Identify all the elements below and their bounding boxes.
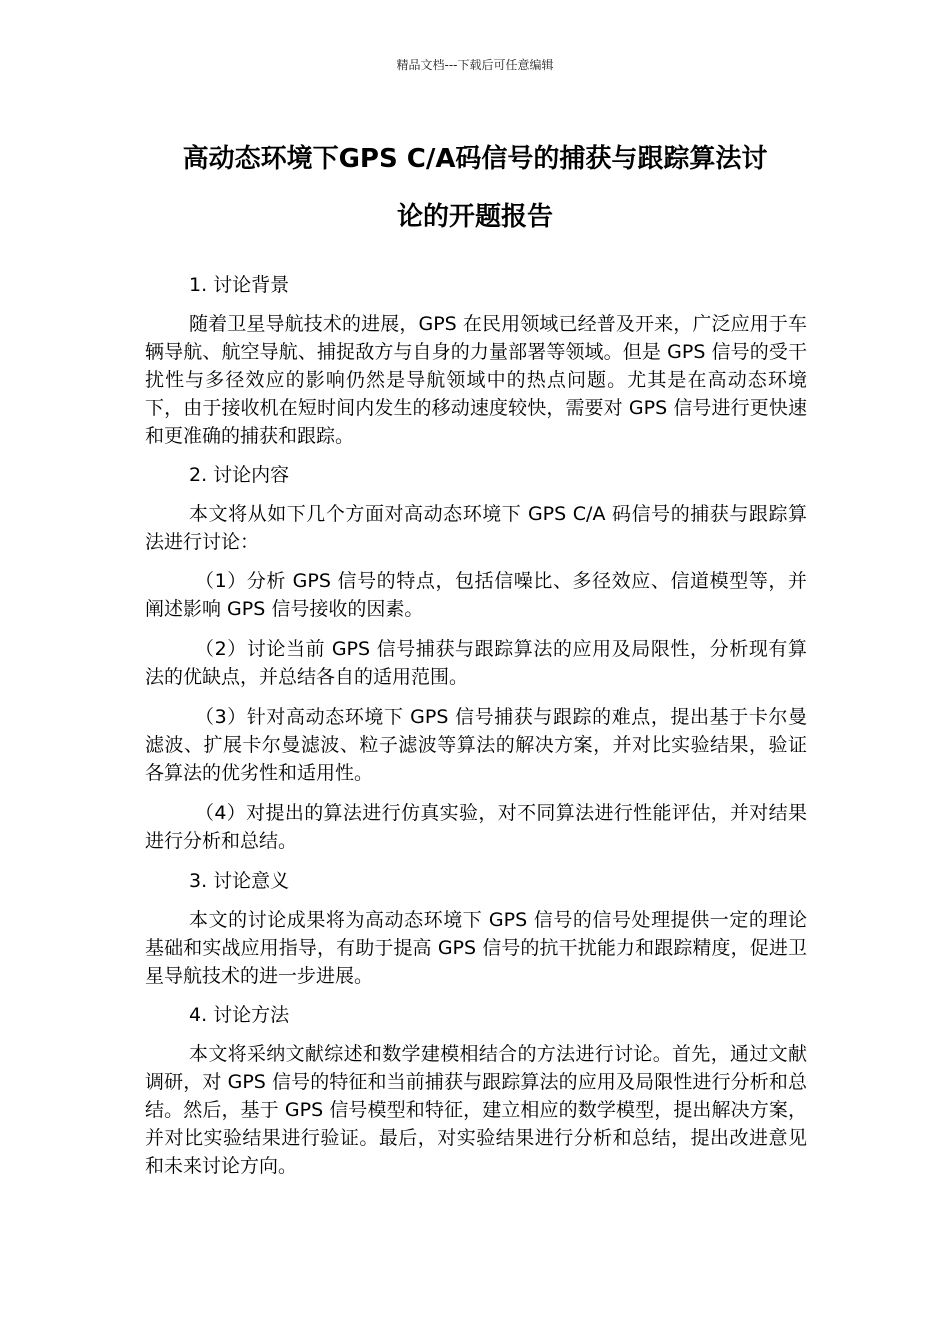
- section-paragraph: 随着卫星导航技术的进展，GPS 在民用领域已经普及开来，广泛应用于车辆导航、航空导航、捕捉敌方与自身的力量部署等领域。但是 GPS 信号的受干扰性与多径效应的影响仍然是导航领域中的热点问题。尤其是在高动态环境下，由于接收机在短时间内发生的移动速度较快，需要对 GPS 信号进行更快速和更准确的捕获和跟踪。: [145, 313, 807, 447]
- section-significance: [145, 867, 807, 990]
- list-item: （3）针对高动态环境下 GPS 信号捕获与跟踪的难点，提出基于卡尔曼滤波、扩展卡尔曼滤波、粒子滤波等算法的解决方案，并对比实验结果，验证各算法的优劣性和适用性。: [145, 706, 807, 784]
- header-note: 精品文档---下载后可任意编辑: [396, 58, 554, 72]
- document-title-line-2: 论的开题报告: [396, 202, 553, 232]
- section-paragraph: 本文将从如下几个方面对高动态环境下 GPS C/A 码信号的捕获与跟踪算法进行讨论：: [145, 503, 807, 553]
- section-background: [145, 271, 807, 450]
- section-paragraph: 本文将采纳文献综述和数学建模相结合的方法进行讨论。首先，通过文献调研，对 GPS 信号的特征和当前捕获与跟踪算法的应用及局限性进行分析和总结。然后，基于 GPS 信号模型和特征，建立相应的数学模型，提出解决方案，并对比实验结果进行验证。最后，对实验结果进行分析和总结，提出改进意见和未来讨论方向。: [145, 1043, 807, 1177]
- section-heading: 3. 讨论意义: [189, 870, 290, 892]
- section-heading: 1. 讨论背景: [189, 274, 290, 296]
- section-heading: 2. 讨论内容: [189, 464, 290, 486]
- document-title-line-1: 高动态环境下GPS C/A码信号的捕获与跟踪算法讨: [182, 144, 768, 174]
- list-item: （2）讨论当前 GPS 信号捕获与跟踪算法的应用及局限性，分析现有算法的优缺点，并总结各自的适用范围。: [145, 638, 807, 688]
- section-paragraph: 本文的讨论成果将为高动态环境下 GPS 信号的信号处理提供一定的理论基础和实战应用指导，有助于提高 GPS 信号的抗干扰能力和跟踪精度，促进卫星导航技术的进一步进展。: [145, 909, 807, 987]
- section-method: [145, 1001, 807, 1180]
- list-item: （4）对提出的算法进行仿真实验，对不同算法进行性能评估，并对结果进行分析和总结。: [145, 802, 807, 852]
- section-heading: 4. 讨论方法: [189, 1004, 290, 1026]
- section-content: [145, 461, 807, 855]
- document-title: [140, 130, 810, 246]
- document-body: [145, 271, 807, 1191]
- list-item: （1）分析 GPS 信号的特点，包括信噪比、多径效应、信道模型等，并阐述影响 GPS 信号接收的因素。: [145, 570, 807, 620]
